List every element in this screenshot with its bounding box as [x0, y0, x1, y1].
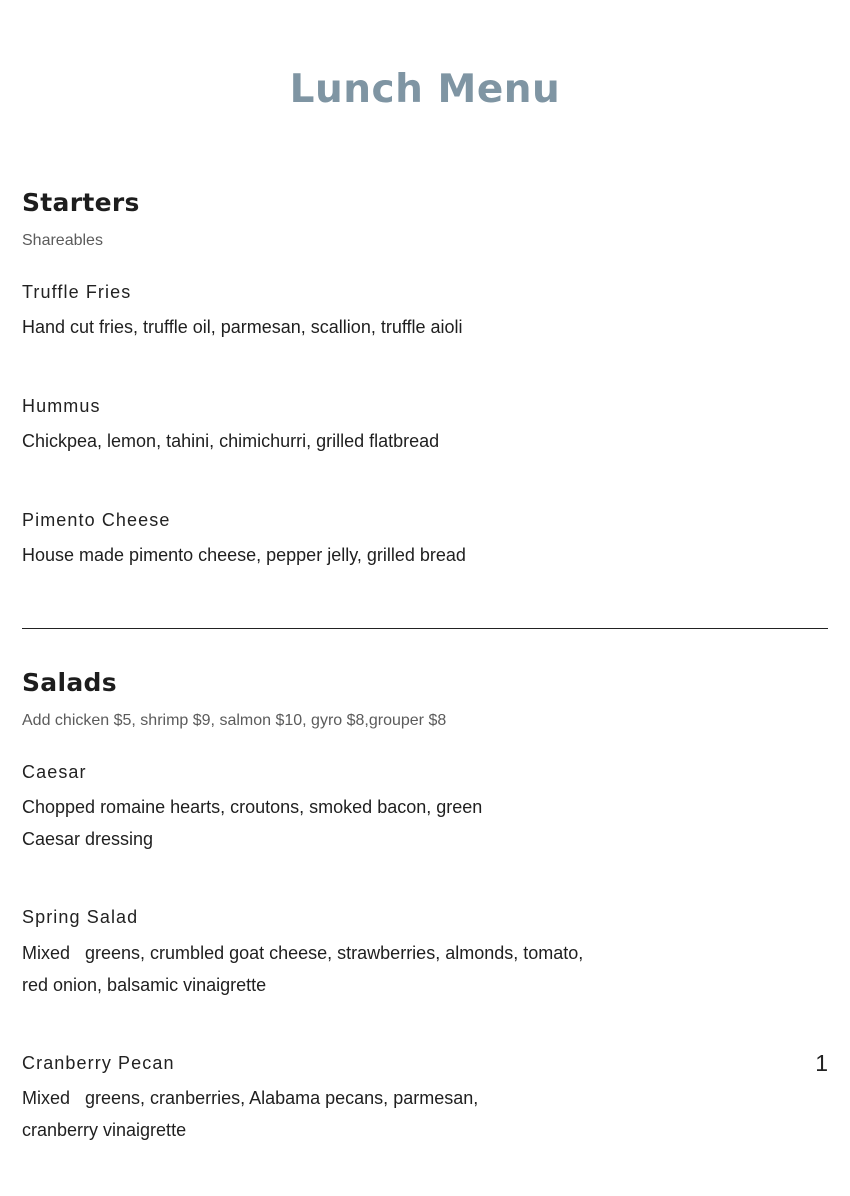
menu-item-name: Spring Salad [22, 907, 139, 927]
section-note-salads: Add chicken $5, shrimp $9, salmon $10, gyro $8,grouper $8 [22, 712, 447, 729]
page-number: 1 [815, 1050, 828, 1076]
menu-item-name: Truffle Fries [22, 282, 132, 302]
menu-item-name: Caesar [22, 762, 87, 782]
section-heading-salads: Salads [22, 668, 117, 697]
menu-item-description: Chopped romaine hearts, croutons, smoked bacon, green Caesar dressing [22, 797, 483, 849]
menu-item-description: Hand cut fries, truffle oil, parmesan, scallion, truffle aioli [22, 317, 463, 337]
menu-item-description: Chickpea, lemon, tahini, chimichurri, grilled flatbread [22, 431, 440, 451]
menu-item-description: Mixed greens, cranberries, Alabama pecans, parmesan, cranberry vinaigrette [22, 1088, 479, 1140]
menu-item-name: Pimento Cheese [22, 510, 171, 530]
menu-item-name: Cranberry Pecan [22, 1053, 175, 1073]
section-note-starters: Shareables [22, 232, 103, 249]
section-divider [22, 628, 828, 629]
menu-item-description: Mixed greens, crumbled goat cheese, strawberries, almonds, tomato, red onion, balsamic vinaigrette [22, 943, 584, 995]
section-heading-starters: Starters [22, 188, 140, 217]
menu-title: Lunch Menu [289, 67, 561, 112]
menu-item-name: Hummus [22, 396, 101, 416]
menu-item-description: House made pimento cheese, pepper jelly, grilled bread [22, 545, 466, 565]
